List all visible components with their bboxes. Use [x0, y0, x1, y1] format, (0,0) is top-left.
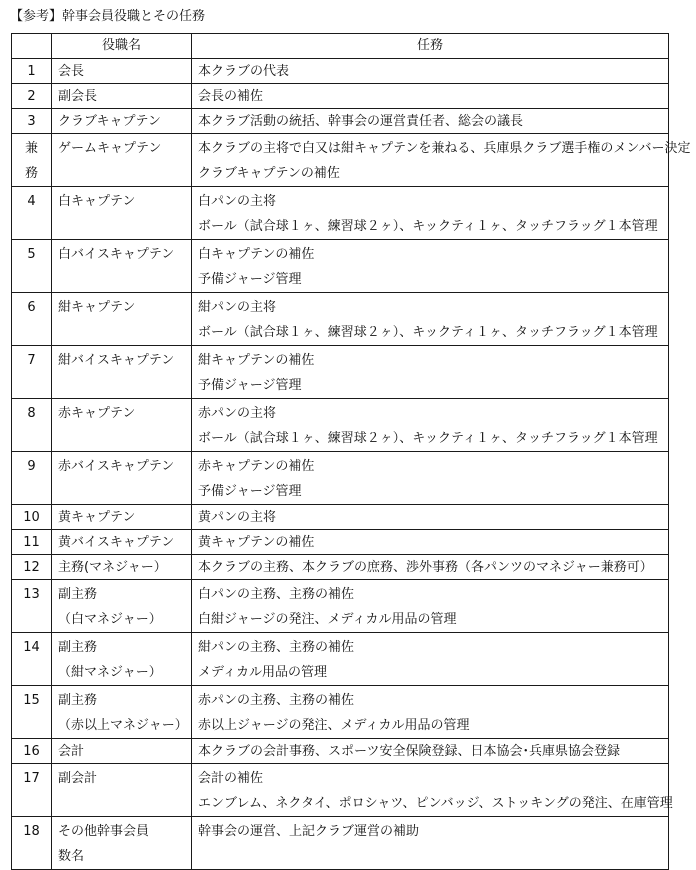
role-duty-line: ボール（試合球１ヶ、練習球２ヶ）、キックティ１ヶ、タッチフラッグ１本管理	[198, 219, 658, 234]
role-name-cell	[52, 686, 192, 739]
role-number-cell	[12, 399, 52, 452]
table-header-row	[12, 34, 669, 59]
role-number: 13	[23, 587, 40, 602]
table-row	[12, 530, 669, 555]
role-number-cell	[12, 530, 52, 555]
table-row	[12, 452, 669, 505]
role-number-cell	[12, 240, 52, 293]
role-name-cell	[52, 580, 192, 633]
table-row	[12, 293, 669, 346]
table-row	[12, 346, 669, 399]
role-duty-line: 赤以上ジャージの発注、メディカル用品の管理	[198, 718, 470, 733]
role-name-line: （白マネジャー）	[58, 612, 162, 627]
role-name-cell	[52, 346, 192, 399]
role-number-cell	[12, 580, 52, 633]
table-row	[12, 240, 669, 293]
role-number: 8	[27, 406, 36, 421]
role-duty-line: 本クラブの主務、本クラブの庶務、渉外事務（各パンツのマネジャー兼務可）	[198, 560, 653, 575]
table-row	[12, 399, 669, 452]
role-name-cell	[52, 530, 192, 555]
role-name-cell	[52, 293, 192, 346]
role-duty-cell	[192, 505, 669, 530]
role-number-cell	[12, 686, 52, 739]
role-name-cell	[52, 555, 192, 580]
role-name-line: 赤バイスキャプテン	[58, 459, 175, 474]
role-name-line: その他幹事会員	[58, 824, 150, 839]
role-number-cell	[12, 633, 52, 686]
table-row	[12, 580, 669, 633]
role-duty-line: 本クラブの主将で白又は紺キャプテンを兼ねる、兵庫県クラブ選手権のメンバー決定	[198, 141, 691, 156]
role-name-cell	[52, 817, 192, 870]
table-row	[12, 633, 669, 686]
role-duty-line: 赤パンの主将	[198, 406, 277, 421]
role-number: 6	[27, 300, 36, 315]
role-name-line: クラブキャプテン	[58, 114, 161, 129]
role-duty-cell	[192, 555, 669, 580]
role-number: 4	[27, 194, 36, 209]
role-duty-line: 幹事会の運営、上記クラブ運営の補助	[198, 824, 420, 839]
role-duty-line: 本クラブの代表	[198, 64, 290, 79]
role-duty-cell	[192, 817, 669, 870]
role-number: 兼	[24, 141, 38, 156]
header-duty: 任務	[192, 34, 669, 59]
header-role: 役職名	[52, 34, 192, 59]
roles-table	[11, 33, 691, 870]
role-number: 7	[27, 353, 36, 368]
table-row	[12, 686, 669, 739]
role-number: 12	[23, 560, 40, 575]
role-duty-line: 紺パンの主務、主務の補佐	[198, 640, 355, 655]
role-number-cell	[12, 452, 52, 505]
role-duty-cell	[192, 187, 669, 240]
role-number: 11	[23, 535, 40, 550]
role-number: 9	[27, 459, 36, 474]
role-name-line: （赤以上マネジャー）	[58, 718, 188, 733]
role-name-line: 副主務	[58, 693, 98, 708]
role-number-cell	[12, 84, 52, 109]
table-row	[12, 109, 669, 134]
role-duty-line: 予備ジャージ管理	[198, 484, 302, 499]
role-name-cell	[52, 633, 192, 686]
role-number: 16	[23, 744, 40, 759]
role-name-line: 白バイスキャプテン	[58, 247, 175, 262]
role-number-cell	[12, 134, 52, 187]
role-name-line: 赤キャプテン	[58, 406, 136, 421]
table-row	[12, 134, 669, 187]
role-name-cell	[52, 59, 192, 84]
role-number: 1	[27, 64, 36, 79]
role-duty-cell	[192, 739, 669, 764]
role-name-line: 副会長	[58, 89, 98, 104]
role-duty-cell	[192, 109, 669, 134]
role-name-cell	[52, 739, 192, 764]
role-name-line: 黄キャプテン	[58, 510, 136, 525]
role-duty-line: 予備ジャージ管理	[198, 378, 302, 393]
role-name-line: 数名	[58, 849, 85, 864]
role-duty-cell	[192, 764, 673, 817]
role-duty-cell	[192, 633, 669, 686]
role-name-line: 黄バイスキャプテン	[58, 535, 175, 550]
role-duty-line: 黄キャプテンの補佐	[198, 535, 315, 550]
role-name-cell	[52, 452, 192, 505]
table-row	[12, 739, 669, 764]
role-name-cell	[52, 109, 192, 134]
role-name-line: （紺マネジャー）	[58, 665, 162, 680]
role-name-line: 副会計	[58, 771, 98, 786]
role-duty-cell	[192, 293, 669, 346]
role-number: 15	[23, 693, 40, 708]
role-number: 18	[23, 824, 40, 839]
header-number	[12, 34, 52, 59]
role-duty-line: 紺キャプテンの補佐	[198, 353, 315, 368]
role-name-line: 白キャプテン	[58, 194, 136, 209]
role-number-cell	[12, 739, 52, 764]
role-duty-line: 赤パンの主務、主務の補佐	[198, 693, 355, 708]
role-number: 10	[23, 510, 40, 525]
role-number-cell	[12, 293, 52, 346]
role-duty-line: ボール（試合球１ヶ、練習球２ヶ）、キックティ１ヶ、タッチフラッグ１本管理	[198, 325, 658, 340]
role-number-cell	[12, 555, 52, 580]
roles-table-body	[12, 59, 691, 870]
role-duty-cell	[192, 84, 669, 109]
role-number: 務	[24, 166, 38, 181]
table-row	[12, 817, 669, 870]
role-duty-line: 白パンの主将	[198, 194, 277, 209]
role-number-cell	[12, 187, 52, 240]
role-name-cell	[52, 240, 192, 293]
role-number-cell	[12, 109, 52, 134]
role-name-line: 主務(マネジャー）	[58, 560, 167, 575]
role-duty-cell	[192, 399, 669, 452]
role-duty-line: 赤キャプテンの補佐	[198, 459, 315, 474]
role-number: 3	[27, 114, 36, 129]
table-row	[12, 187, 669, 240]
role-name-cell	[52, 505, 192, 530]
role-duty-line: 白パンの主務、主務の補佐	[198, 587, 355, 602]
role-name-line: 紺キャプテン	[58, 300, 136, 315]
role-duty-line: 本クラブ活動の統括、幹事会の運営責任者、総会の議長	[198, 114, 524, 129]
role-duty-line: クラブキャプテンの補佐	[198, 166, 340, 181]
role-number: 14	[23, 640, 40, 655]
role-duty-line: ボール（試合球１ヶ、練習球２ヶ）、キックティ１ヶ、タッチフラッグ１本管理	[198, 431, 658, 446]
table-row	[12, 59, 669, 84]
role-duty-line: エンブレム、ネクタイ、ポロシャツ、ピンバッジ、ストッキングの発注、在庫管理	[198, 796, 673, 811]
role-name-line: 会計	[58, 744, 85, 759]
document-title: 【参考】幹事会員役職とその任務	[10, 9, 206, 24]
role-name-line: 副主務	[58, 587, 98, 602]
role-number-cell	[12, 505, 52, 530]
role-name-cell	[52, 84, 192, 109]
role-duty-line: 黄パンの主将	[198, 510, 277, 525]
role-number-cell	[12, 59, 52, 84]
role-name-line: 会長	[58, 64, 85, 79]
role-duty-line: 白キャプテンの補佐	[198, 247, 315, 262]
role-name-line: ゲームキャプテン	[58, 141, 162, 156]
role-duty-line: 予備ジャージ管理	[198, 272, 302, 287]
role-duty-cell	[192, 346, 669, 399]
role-duty-cell	[192, 452, 669, 505]
table-row	[12, 84, 669, 109]
role-duty-cell	[192, 686, 669, 739]
role-number-cell	[12, 346, 52, 399]
role-duty-line: 紺パンの主将	[198, 300, 277, 315]
role-duty-line: 白紺ジャージの発注、メディカル用品の管理	[198, 612, 457, 627]
role-number: 5	[27, 247, 36, 262]
role-duty-line: 本クラブの会計事務、スポーツ安全保険登録、日本協会･兵庫県協会登録	[198, 744, 620, 759]
role-duty-line: 会長の補佐	[198, 89, 264, 104]
role-name-cell	[52, 187, 192, 240]
role-duty-cell	[192, 580, 669, 633]
role-name-cell	[52, 399, 192, 452]
role-number: 17	[23, 771, 40, 786]
role-name-line: 副主務	[58, 640, 98, 655]
role-name-cell	[52, 764, 192, 817]
role-name-line: 紺バイスキャプテン	[58, 353, 175, 368]
role-number-cell	[12, 764, 52, 817]
role-duty-cell	[192, 530, 669, 555]
role-number: 2	[27, 89, 36, 104]
role-duty-line: メディカル用品の管理	[198, 665, 327, 680]
role-duty-cell	[192, 134, 691, 187]
role-duty-line: 会計の補佐	[198, 771, 264, 786]
table-row	[12, 555, 669, 580]
table-row	[12, 505, 669, 530]
role-duty-cell	[192, 59, 669, 84]
role-number-cell	[12, 817, 52, 870]
table-row	[12, 764, 669, 817]
role-duty-cell	[192, 240, 669, 293]
role-name-cell	[52, 134, 192, 187]
